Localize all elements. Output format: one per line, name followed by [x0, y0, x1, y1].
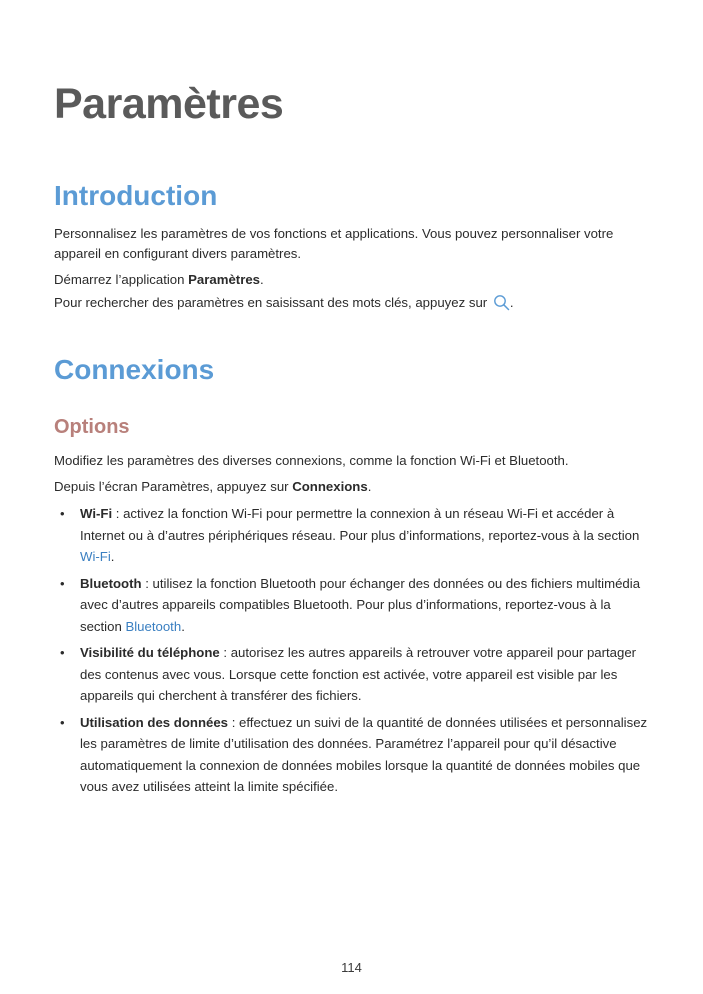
list-item-visibility: [54, 642, 654, 707]
options-paragraph: Modifiez les paramètres des diverses connexions, comme la fonction Wi-Fi et Bluetooth.: [54, 453, 569, 468]
list-item-end: .: [181, 618, 185, 634]
list-item-term: Wi-Fi: [80, 506, 113, 521]
introduction-heading: Introduction: [54, 180, 218, 211]
list-item-term: Bluetooth: [80, 575, 142, 591]
page-number: 114: [341, 960, 362, 975]
launch-instruction: [54, 270, 264, 290]
launch-instruction-prefix: Démarrez l’application: [54, 272, 189, 287]
options-list: [54, 503, 654, 803]
list-item-text: : effectuez un suivi de la quantité de données utilisées et personnalisez les paramètres de limite d’utilisation des données. Paramétrez l’appareil pour qu’il désactive automatiquement la connexion de données mobiles lorsque la quantité de données mobiles que vous avez utilisées atteint la limite spécifiée.: [80, 714, 648, 794]
connexions-heading: Connexions: [54, 354, 215, 385]
list-item-end: .: [110, 549, 115, 564]
list-item-term: Visibilité du téléphone: [80, 645, 220, 660]
page-title: Paramètres: [54, 80, 284, 128]
bluetooth-section-link[interactable]: Bluetooth: [125, 618, 182, 634]
bullet-icon: •: [60, 645, 65, 660]
bullet-icon: •: [60, 575, 65, 591]
search-instruction-suffix: .: [509, 295, 514, 310]
connexions-menu-name: Connexions: [292, 479, 368, 494]
launch-instruction-suffix: .: [260, 272, 264, 287]
options-heading: Options: [54, 416, 130, 438]
search-instruction-prefix: Pour rechercher des paramètres en saisissant des mots clés, appuyez sur: [54, 295, 491, 310]
introduction-paragraph: Personnalisez les paramètres de vos fonctions et applications. Vous pouvez personnaliser votre appareil en configurant divers paramètres.: [54, 226, 614, 261]
options-instruction-suffix: .: [367, 479, 372, 494]
list-item-text: : utilisez la fonction Bluetooth pour échanger des données ou des fichiers multimédia avec d’autres appareils compatibles Bluetooth. Pour plus d’informations, reportez-vous à la section: [80, 575, 641, 634]
list-item-term: Utilisation des données: [80, 714, 229, 730]
list-item-text: : autorisez les autres appareils à retrouver votre appareil pour partager des contenus avec vous. Lorsque cette fonction est activée, votre appareil est visible par les appareils qui cherchent à transférer des fichiers.: [80, 645, 637, 703]
wifi-section-link[interactable]: Wi-Fi: [80, 549, 111, 564]
search-instruction: [54, 293, 514, 313]
options-instruction-prefix: Depuis l’écran Paramètres, appuyez sur: [54, 479, 293, 494]
bullet-icon: •: [60, 714, 65, 730]
bullet-icon: •: [60, 506, 65, 521]
list-item-bluetooth: [54, 573, 654, 638]
settings-app-name: Paramètres: [188, 272, 260, 287]
options-instruction: [54, 477, 371, 497]
list-item-data-usage: [54, 712, 654, 798]
list-item-wifi: [54, 503, 654, 568]
list-item-text: : activez la fonction Wi-Fi pour permettre la connexion à un réseau Wi-Fi et accéder à Internet ou à d’autres périphériques réseau. Pour plus d’informations, reportez-vous à la section: [80, 506, 640, 543]
search-icon: [493, 294, 510, 311]
